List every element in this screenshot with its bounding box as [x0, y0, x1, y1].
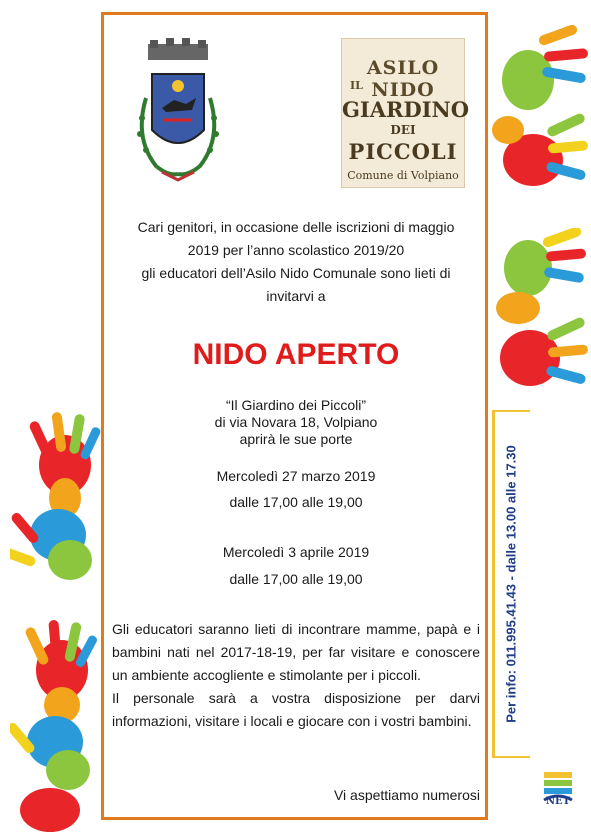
net-logo-emblem: [540, 760, 576, 820]
closing-line: Vi aspettiamo numerosi: [333, 787, 480, 803]
date-2-time: dalle 17,00 alle 19,00: [229, 571, 363, 587]
body-paragraph: Il personale sarà a vostra disposizione per darvi informazioni, visitare i locali e giocare con i vostri bambini.: [112, 690, 480, 729]
intro-paragraph: [108, 216, 484, 308]
logo-line-5: PICCOLI: [348, 139, 458, 164]
venue-line: di via Novara 18, Volpiano: [214, 414, 378, 430]
logo-line-3: GIARDINO: [342, 97, 470, 122]
coat-of-arms-emblem: [128, 38, 228, 188]
logo-line-1: ASILO NIDO: [366, 57, 440, 101]
body-paragraph: Gli educatori saranno lieti di incontrare mamme, papà e i bambini nati nel 2017-18-19, per far visitare e conoscere un ambiente accogliente e stimolante per i piccoli.: [112, 621, 480, 683]
body-paragraphs: [112, 618, 480, 733]
contact-info: Per info: 011.995.41.43 - dalle 13.00 alle 17.30: [503, 445, 519, 723]
asilo-nido-logo: [341, 38, 470, 188]
net-logo-label: NET: [545, 796, 571, 807]
event-title: NIDO APERTO: [192, 338, 400, 371]
painted-hand-left-top: [10, 410, 105, 585]
venue-line: “Il Giardino dei Piccoli”: [225, 397, 367, 413]
intro-line: invitarvi a: [266, 288, 326, 304]
date-2-day: Mercoledì 3 aprile 2019: [222, 544, 370, 560]
intro-line: 2019 per l’anno scolastico 2019/20: [187, 242, 405, 258]
logo-line-2: IL: [350, 79, 363, 92]
intro-line: gli educatori dell’Asilo Nido Comunale sono lieti di: [141, 265, 451, 281]
intro-line: Cari genitori, in occasione delle iscrizioni di maggio: [137, 219, 455, 235]
date-1-time: dalle 17,00 alle 19,00: [229, 494, 363, 510]
date-1-day: Mercoledì 27 marzo 2019: [216, 468, 376, 484]
logo-line-4: DEI: [390, 123, 416, 137]
painted-hand-right-middle: [488, 228, 591, 408]
painted-hand-right-top: [488, 20, 591, 200]
logo-line-6: Comune di Volpiano: [347, 169, 459, 182]
venue-line: aprirà le sue porte: [239, 431, 353, 447]
venue-block: [108, 397, 484, 448]
painted-hand-left-bottom: [10, 620, 105, 834]
